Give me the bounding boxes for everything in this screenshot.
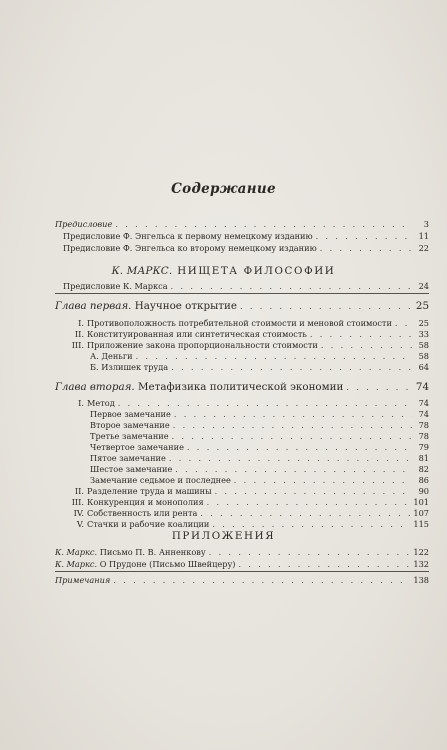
section-number: I. [78, 398, 84, 408]
toc-entry-page: 25 [418, 318, 429, 328]
leader-dots [175, 465, 412, 475]
divider [55, 571, 429, 572]
leader-dots [115, 220, 412, 230]
appendix-author: К. Маркс. [55, 547, 98, 557]
leader-dots [174, 410, 412, 420]
toc-entry-label: А. Деньги [90, 351, 133, 361]
toc-entry-ch2-remark-7 [90, 475, 429, 486]
leader-dots [395, 319, 412, 329]
appendix-heading: ПРИЛОЖЕНИЯ [171, 530, 276, 542]
chapter-prefix: Глава вторая. [55, 381, 135, 393]
toc-entry-ch2-3 [66, 497, 429, 508]
toc-entry-ch2-remark-6 [90, 464, 429, 475]
toc-entry-page: 82 [418, 464, 429, 474]
leader-dots [207, 498, 411, 508]
toc-entry-label: Разделение труда и машины [87, 486, 212, 496]
toc-entry-ch1-2 [66, 329, 429, 340]
leader-dots [200, 509, 410, 519]
section-number: V. [76, 519, 84, 529]
chapter-title: Научное открытие [134, 300, 237, 312]
toc-entry-notes [55, 575, 429, 586]
toc-entry-page: 64 [418, 362, 429, 372]
chapter-title: Метафизика политической экономии [137, 381, 344, 393]
toc-entry-label: Третье замечание [90, 431, 169, 441]
toc-entry-label: О Прудоне (Письмо Швейцеру) [99, 559, 236, 569]
leader-dots [113, 576, 410, 586]
toc-entry-ch1-3a [90, 351, 429, 362]
leader-dots [136, 352, 412, 362]
toc-entry-label: Примечания [55, 575, 111, 585]
toc-entry-ch2-remark-1 [90, 409, 429, 420]
toc-entry-page: 3 [423, 219, 429, 229]
page-title: Содержание [171, 181, 276, 197]
section-number: IV. [73, 508, 84, 518]
toc-entry-page: 138 [413, 575, 429, 585]
leader-dots [346, 382, 412, 394]
toc-entry-appendix-1 [55, 547, 429, 558]
chapter-two-heading [55, 381, 429, 394]
toc-entry-label: Стачки и рабочие коалиции [87, 519, 210, 529]
leader-dots [316, 232, 412, 242]
toc-entry-ch2-4 [66, 508, 429, 519]
leader-dots [173, 421, 412, 431]
toc-entry-label: Метод [87, 398, 115, 408]
toc-entry-page: 132 [413, 559, 429, 569]
toc-entry-label: Б. Излишек труда [90, 362, 169, 372]
leader-dots [215, 487, 412, 497]
toc-entry-engels-first-preface [63, 231, 429, 242]
toc-entry-label: Противоположность потребительной стоимости и меновой стоимости [87, 318, 392, 328]
toc-entry-ch2-remark-2 [90, 420, 429, 431]
toc-entry-ch2-5 [66, 519, 429, 530]
section-number: III. [71, 497, 84, 507]
chapter-prefix: Глава первая. [55, 300, 132, 312]
leader-dots [209, 548, 411, 558]
toc-entry-label: Второе замечание [90, 420, 170, 430]
leader-dots [238, 560, 410, 570]
toc-entry-page: 58 [418, 340, 429, 350]
part-heading-author: К. МАРКС. [111, 265, 173, 277]
toc-entry-page: 115 [413, 519, 429, 529]
toc-entry-page: 74 [418, 398, 429, 408]
leader-dots [171, 363, 412, 373]
toc-entry-page: 24 [418, 281, 429, 291]
leader-dots [240, 301, 412, 313]
toc-entry-page: 33 [418, 329, 429, 339]
toc-entry-ch1-3 [66, 340, 429, 351]
toc-entry-ch2-remark-4 [90, 442, 429, 453]
toc-entry-label: Письмо П. В. Анненкову [99, 547, 206, 557]
toc-entry-marx-preface [63, 281, 429, 292]
toc-entry-ch2-2 [66, 486, 429, 497]
leader-dots [234, 476, 412, 486]
toc-entry-label: Собственность или рента [87, 508, 198, 518]
toc-entry-page: 58 [418, 351, 429, 361]
toc-entry-label: Конституированная или синтетическая стоимость [87, 329, 307, 339]
toc-entry-preface [55, 219, 429, 230]
toc-entry-label: Предисловие К. Маркса [63, 281, 168, 291]
toc-entry-page: 90 [418, 486, 429, 496]
toc-entry-page: 74 [418, 409, 429, 419]
toc-entry-label: Предисловие Ф. Энгельса к первому немецкому изданию [63, 231, 313, 241]
appendix-author: К. Маркс. [55, 559, 98, 569]
toc-entry-page: 74 [415, 381, 429, 393]
toc-entry-label: Конкуренция и монополия [87, 497, 204, 507]
leader-dots [187, 443, 412, 453]
leader-dots [172, 432, 412, 442]
leader-dots [321, 341, 412, 351]
toc-entry-page: 79 [418, 442, 429, 452]
toc-entry-page: 78 [418, 431, 429, 441]
divider [55, 293, 429, 294]
leader-dots [169, 454, 412, 464]
toc-entry-page: 22 [418, 243, 429, 253]
toc-entry-page: 122 [413, 547, 429, 557]
toc-entry-label: Шестое замечание [90, 464, 173, 474]
toc-entry-page: 25 [415, 300, 429, 312]
chapter-one-heading [55, 300, 429, 313]
toc-entry-label: Приложение закона пропорциональности стоимости [87, 340, 318, 350]
toc-entry-ch1-3b [90, 362, 429, 373]
toc-entry-label: Пятое замечание [90, 453, 166, 463]
section-number: II. [74, 329, 84, 339]
section-number: II. [74, 486, 84, 496]
toc-entry-page: 78 [418, 420, 429, 430]
section-number: III. [71, 340, 84, 350]
section-number: I. [78, 318, 84, 328]
leader-dots [212, 520, 410, 530]
leader-dots [171, 282, 412, 292]
toc-entry-label: Предисловие Ф. Энгельса ко второму немецкому изданию [63, 243, 317, 253]
toc-entry-label: Первое замечание [90, 409, 171, 419]
leader-dots [118, 399, 412, 409]
part-heading [0, 265, 447, 277]
toc-entry-page: 107 [413, 508, 429, 518]
toc-entry-ch2-remark-3 [90, 431, 429, 442]
toc-entry-page: 81 [418, 453, 429, 463]
part-heading-title: НИЩЕТА ФИЛОСОФИИ [177, 265, 336, 277]
toc-entry-ch1-1 [66, 318, 429, 329]
toc-entry-label: Четвертое замечание [90, 442, 184, 452]
toc-entry-label: Предисловие [55, 219, 113, 229]
toc-entry-page: 86 [418, 475, 429, 485]
toc-entry-ch2-remark-5 [90, 453, 429, 464]
toc-entry-label: Замечание седьмое и последнее [90, 475, 231, 485]
toc-entry-ch2-1 [66, 398, 429, 409]
toc-entry-engels-second-preface [63, 243, 429, 254]
leader-dots [320, 244, 412, 254]
toc-entry-page: 101 [413, 497, 429, 507]
toc-entry-page: 11 [418, 231, 429, 241]
leader-dots [310, 330, 412, 340]
toc-entry-appendix-2 [55, 559, 429, 570]
